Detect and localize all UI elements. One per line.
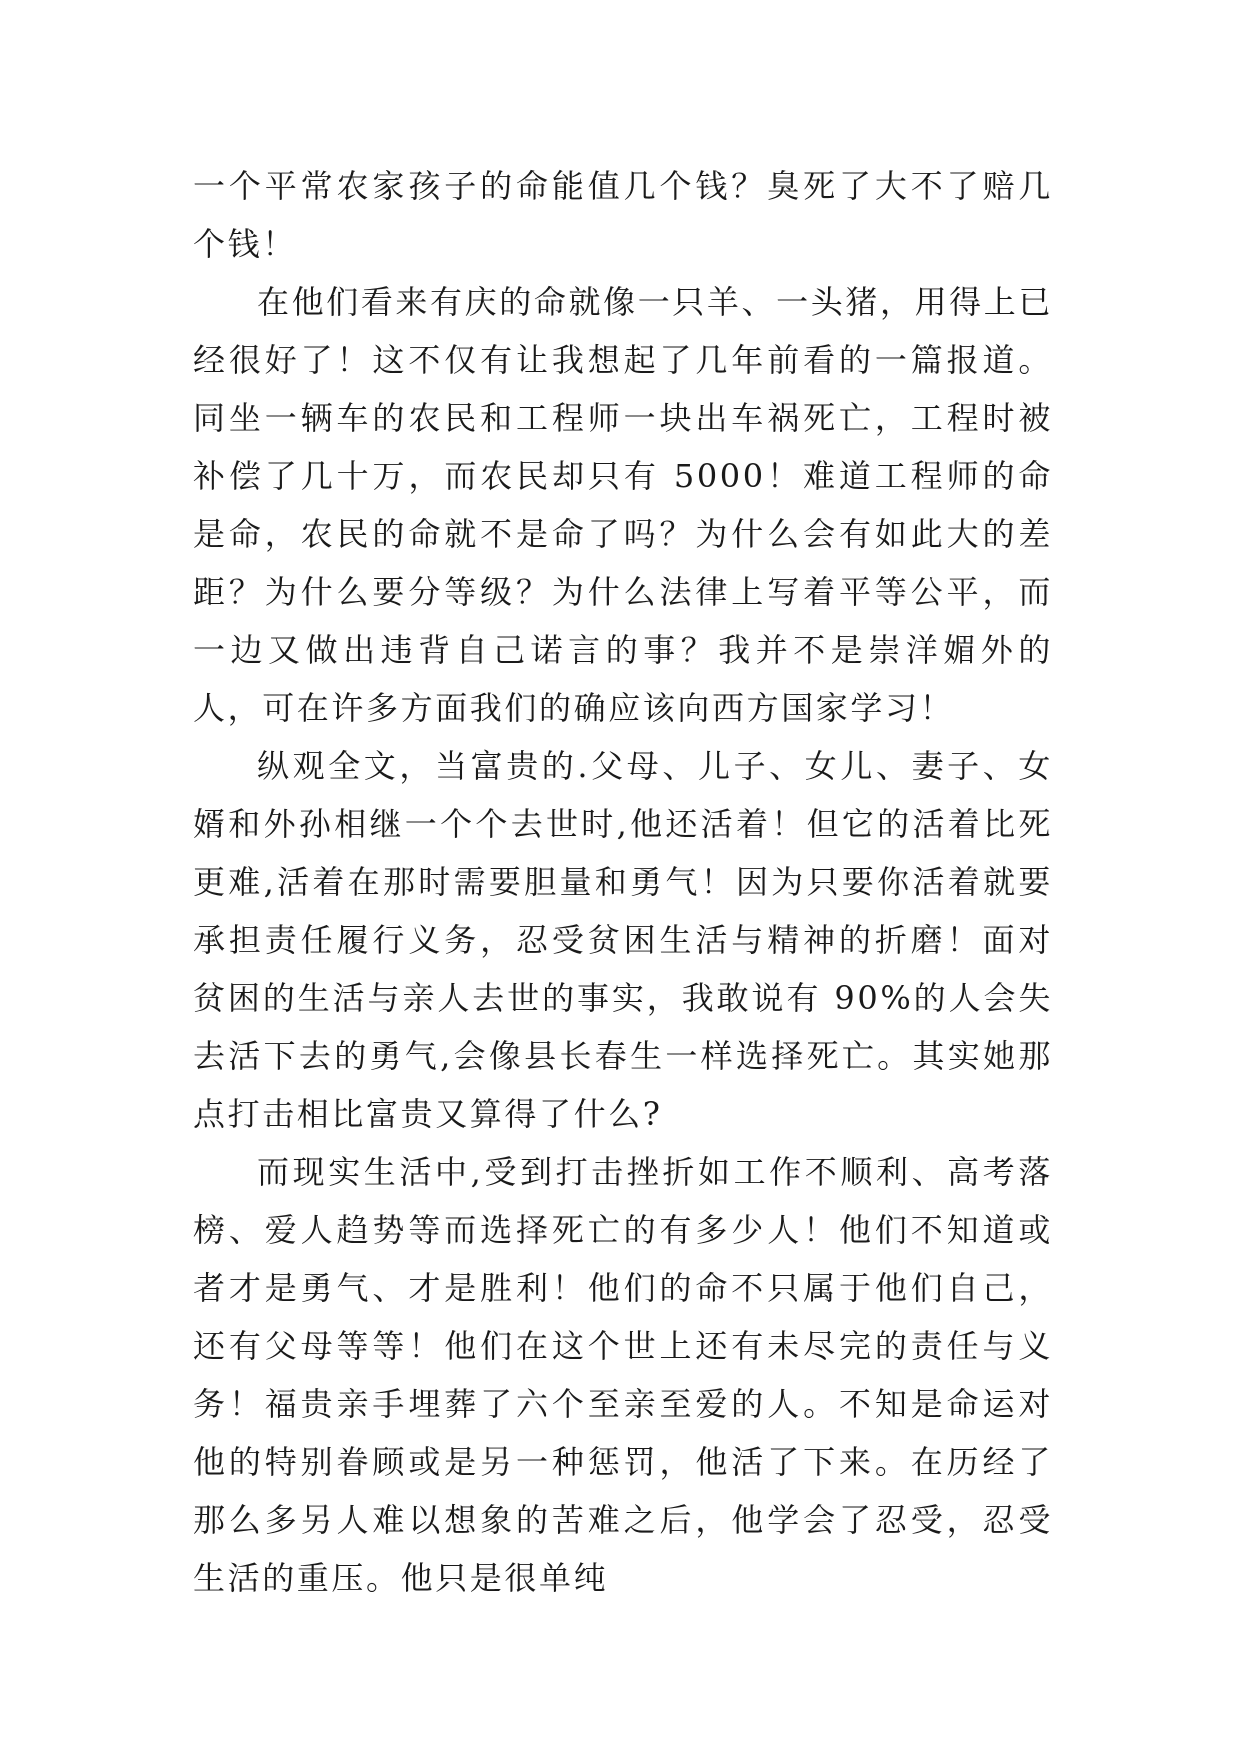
- paragraph-3: 纵观全文，当富贵的.父母、儿子、女儿、妻子、女婿和外孙相继一个个去世时,他还活着！但它的活着比死更难,活着在那时需要胆量和勇气！因为只要你活着就要承担责任履行义务，忍受贫困生活与精神的折磨！面对贫困的生活与亲人去世的事实，我敢说有 90%的人会失去活下去的勇气,会像县长春生一样选择死亡。其实她那点打击相比富贵又算得了什么?: [193, 747, 1053, 1133]
- body-text: [193, 157, 1053, 1607]
- paragraph-2: 在他们看来有庆的命就像一只羊、一头猪，用得上已经很好了！这不仅有让我想起了几年前看的一篇报道。同坐一辆车的农民和工程师一块出车祸死亡，工程时被补偿了几十万，而农民却只有 5000！难道工程师的命是命，农民的命就不是命了吗？为什么会有如此大的差距？为什么要分等级？为什么法律上写着平等公平，而一边又做出违背自己诺言的事？我并不是崇洋媚外的人，可在许多方面我们的确应该向西方国家学习！: [193, 283, 1053, 727]
- paragraph-4: 而现实生活中,受到打击挫折如工作不顺利、高考落榜、爱人趋势等而选择死亡的有多少人！他们不知道或者才是勇气、才是胜利！他们的命不只属于他们自己，还有父母等等！他们在这个世上还有未尽完的责任与义务！福贵亲手埋葬了六个至亲至爱的人。不知是命运对他的特别眷顾或是另一种惩罚，他活了下来。在历经了那么多另人难以想象的苦难之后，他学会了忍受，忍受生活的重压。他只是很单纯: [193, 1153, 1053, 1597]
- paragraph-1: 一个平常农家孩子的命能值几个钱？臭死了大不了赔几个钱！: [193, 167, 1053, 263]
